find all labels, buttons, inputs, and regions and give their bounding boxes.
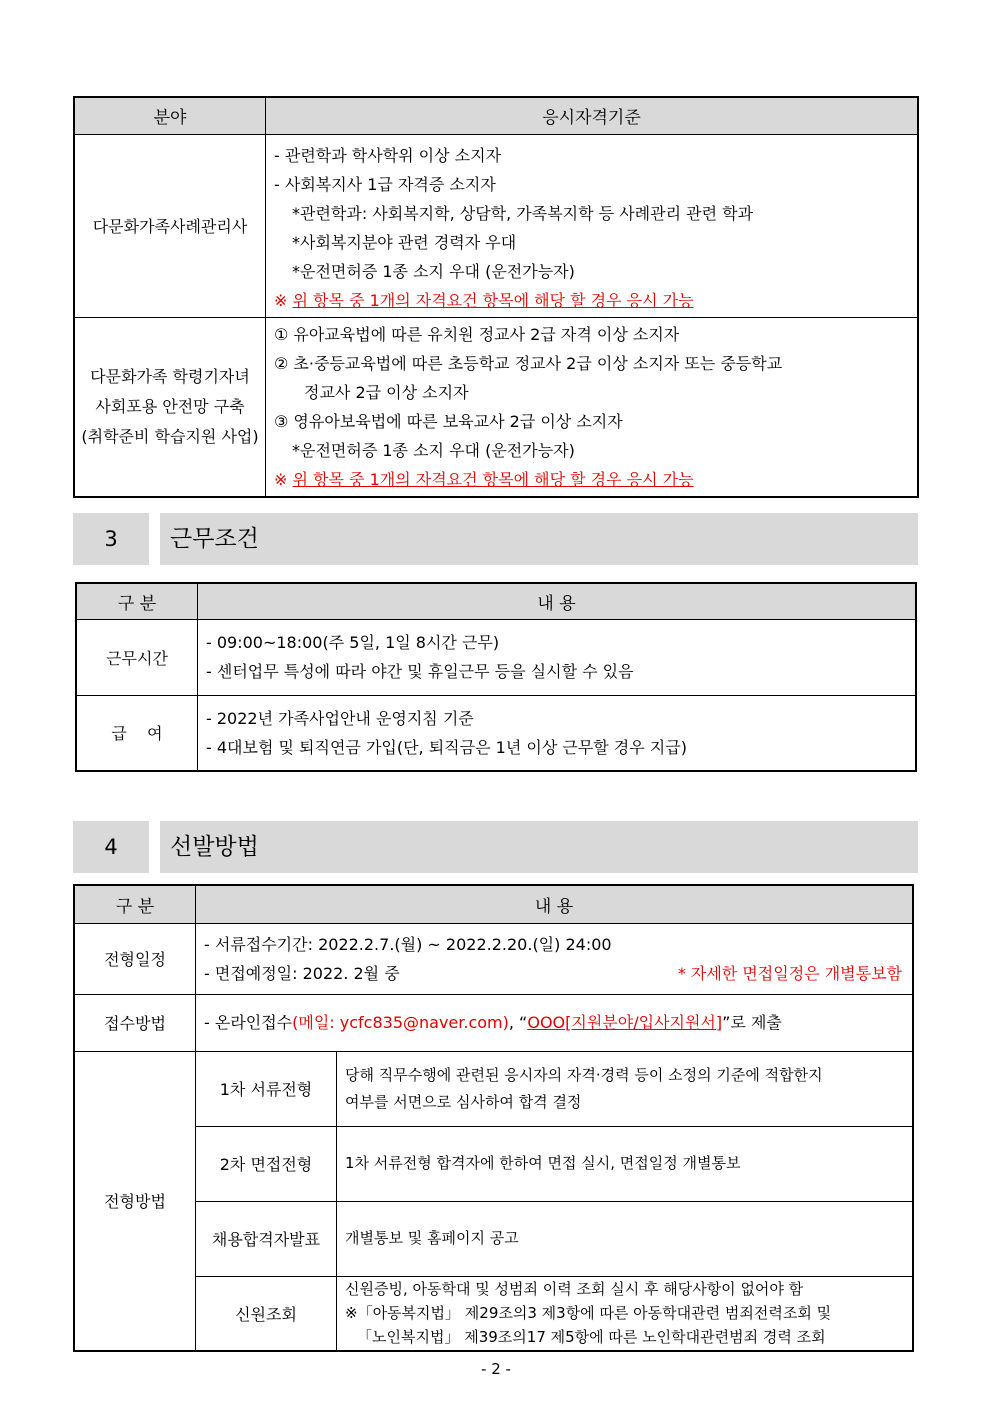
section-number: 4 [73, 821, 149, 873]
content-line: - 09:00~18:00(주 5일, 1일 8시간 근무) [206, 632, 500, 652]
apply-mid: , “ [508, 1013, 528, 1032]
qualification-table [73, 96, 919, 498]
cat-apply: 접수방법 [74, 994, 196, 1051]
field-line: 다문화가족 학령기자녀 [90, 366, 250, 386]
note-text: 위 항목 중 1개의 자격요건 항목에 해당 할 경우 응시 가능 [292, 290, 694, 310]
header-criteria: 응시자격기준 [266, 97, 919, 134]
step-name: 1차 서류전형 [196, 1051, 337, 1126]
content-line: - 4대보험 및 퇴직연금 가입(단, 퇴직금은 1년 이상 근무할 경우 지급) [206, 737, 687, 757]
schedule-line: - 면접예정일: 2022. 2월 중 [204, 963, 400, 983]
step-line: 당해 직무수행에 관련된 응시자의 자격·경력 등이 소정의 기준에 적합한지 [345, 1065, 823, 1084]
step-line: 개별통보 및 홈페이지 공고 [345, 1229, 519, 1247]
header-content: 내 용 [196, 885, 914, 923]
criteria-line: *운전면허증 1종 소지 우대 (운전가능자) [292, 261, 575, 281]
content-line: - 2022년 가족사업안내 운영지침 기준 [206, 708, 474, 728]
header-category: 구 분 [76, 583, 198, 619]
cat-schedule: 전형일정 [74, 923, 196, 994]
schedule-line: - 서류접수기간: 2022.2.7.(월) ~ 2022.2.20.(일) 24:00 [204, 934, 612, 954]
step-line: 1차 서류전형 합격자에 한하여 면접 실시, 면접일정 개별통보 [345, 1154, 741, 1172]
field-school-support [74, 317, 266, 497]
step-line: 「노인복지법」 제39조의17 제5항에 따른 노인학대관련범죄 경력 조회 [357, 1328, 826, 1347]
step-name: 채용합격자발표 [196, 1201, 337, 1276]
cat-method: 전형방법 [74, 1051, 196, 1351]
criteria-line: *운전면허증 1종 소지 우대 (운전가능자) [292, 440, 575, 460]
criteria-line: - 사회복지사 1급 자격증 소지자 [274, 174, 496, 194]
note-mark: ※ [274, 469, 288, 489]
section-number: 3 [73, 513, 149, 565]
criteria-line: ① 유아교육법에 따른 유치원 정교사 2급 자격 이상 소지자 [274, 324, 680, 344]
step-name: 2차 면접전형 [196, 1126, 337, 1201]
cat-work-hours: 근무시간 [76, 619, 198, 695]
step-line: 신원증빙, 아동학대 및 성범죄 이력 조회 실시 후 해당사항이 없어야 함 [345, 1280, 804, 1299]
page-number: - 2 - [481, 1360, 511, 1378]
header-field: 분야 [74, 97, 266, 134]
note-mark: ※ [274, 290, 288, 310]
criteria-line: *관련학과: 사회복지학, 상담학, 가족복지학 등 사례관리 관련 학과 [292, 203, 754, 223]
note-text: 위 항목 중 1개의 자격요건 항목에 해당 할 경우 응시 가능 [292, 469, 694, 489]
criteria-line: *사회복지분야 관련 경력자 우대 [292, 232, 517, 252]
field-line: 사회포용 안전망 구축 [95, 396, 245, 416]
criteria-line: ③ 영유아보육법에 따른 보육교사 2급 이상 소지자 [274, 411, 623, 431]
criteria-line: - 관련학과 학사학위 이상 소지자 [274, 145, 502, 165]
step-name: 신원조회 [196, 1276, 337, 1351]
criteria-note [274, 465, 917, 494]
section-title: 선발방법 [160, 821, 918, 873]
apply-subject: OOO[지원분야/입사지원서] [527, 1013, 723, 1032]
work-conditions-table [75, 582, 917, 772]
criteria-line: ② 초·중등교육법에 따른 초등학교 정교사 2급 이상 소지자 또는 중등학교 [274, 353, 783, 373]
cat-salary: 급 여 [76, 695, 198, 771]
field-case-manager: 다문화가족사례관리사 [74, 134, 266, 317]
criteria-line: 정교사 2급 이상 소지자 [304, 382, 469, 402]
section-4-header [73, 821, 918, 873]
criteria-note [274, 286, 917, 315]
apply-suffix: ”로 제출 [722, 1013, 782, 1032]
step-line: 여부를 서면으로 심사하여 합격 결정 [345, 1092, 582, 1111]
apply-prefix: - 온라인접수 [204, 1013, 293, 1032]
step-line: ※「아동복지법」 제29조의3 제3항에 따른 아동학대관련 범죄전력조회 및 [345, 1304, 832, 1323]
field-line: (취학준비 학습지원 사업) [81, 426, 259, 446]
apply-email: (메일: ycfc835@naver.com) [292, 1013, 509, 1032]
schedule-note: * 자세한 면접일정은 개별통보함 [677, 963, 902, 983]
header-content: 내 용 [198, 583, 917, 619]
selection-table [73, 884, 914, 1352]
content-line: - 센터업무 특성에 따라 야간 및 휴일근무 등을 실시할 수 있음 [206, 661, 634, 681]
header-category: 구 분 [74, 885, 196, 923]
section-title: 근무조건 [160, 513, 918, 565]
section-3-header [73, 513, 918, 565]
